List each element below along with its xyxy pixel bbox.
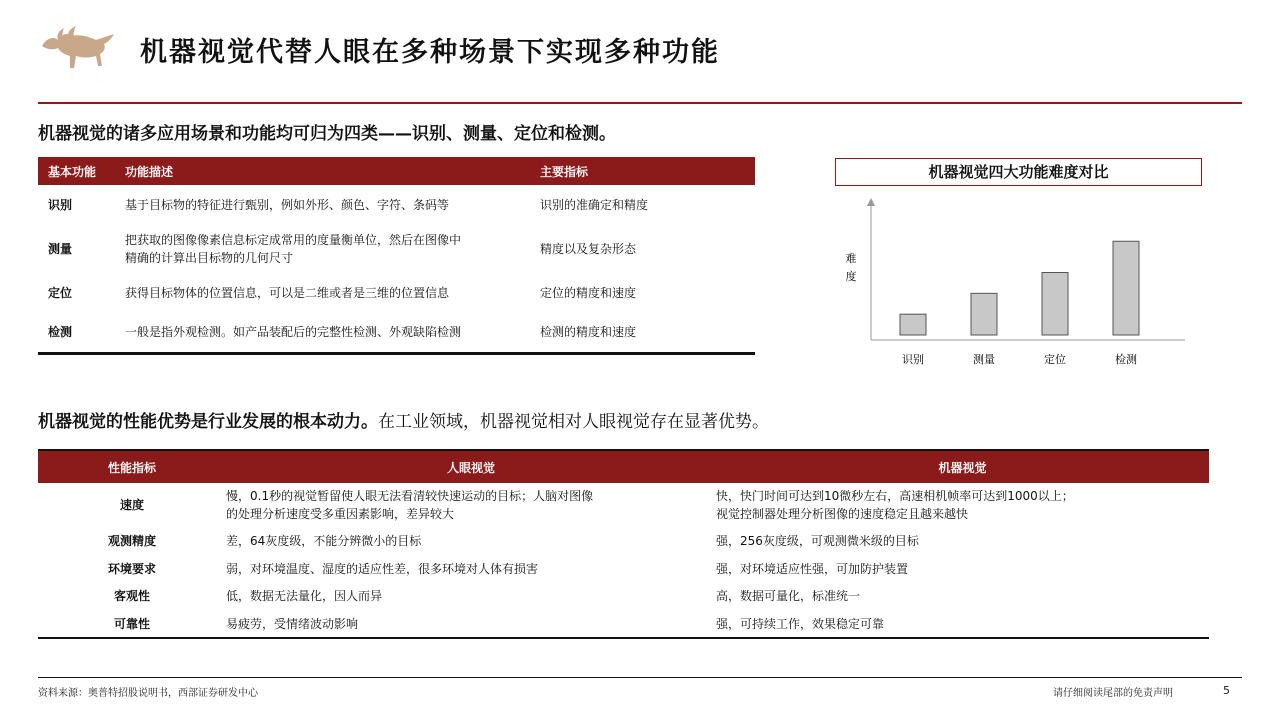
perf-metric: 观测精度 — [107, 534, 156, 548]
table-row — [38, 555, 1209, 582]
table-row — [38, 273, 755, 313]
human-vision-cell: 易疲劳，受情绪波动影响 — [226, 616, 359, 631]
chart-bar-1 — [900, 314, 926, 335]
perf-metric: 客观性 — [113, 589, 150, 603]
chart-x-tick-label: 识别 — [902, 353, 924, 366]
machine-vision-cell: 强，可持续工作，效果稳定可靠 — [716, 616, 885, 631]
table-row — [38, 313, 755, 353]
function-metric: 检测的精度和速度 — [540, 325, 637, 340]
perf-metric: 可靠性 — [113, 616, 150, 631]
function-table — [38, 157, 755, 355]
perf-metric: 速度 — [119, 498, 144, 512]
section1-heading: 机器视觉的诸多应用场景和功能均可归为四类——识别、测量、定位和检测。 — [38, 124, 616, 144]
chart-bar-2 — [971, 293, 997, 335]
machine-vision-cell: 快，快门时间可达到10微秒左右，高速相机帧率可达到1000以上； 视觉控制器处理分析图像的速度稳定且越来越快 — [716, 489, 1074, 521]
function-desc: 把获取的图像像素信息标定成常用的度量衡单位，然后在图像中 精确的计算出目标物的几何尺寸 — [125, 233, 462, 265]
machine-vision-cell: 强，256灰度级，可观测微米级的目标 — [716, 534, 919, 548]
title-divider — [38, 102, 1242, 104]
table-row — [38, 610, 1209, 638]
performance-table-header — [38, 450, 1209, 483]
function-name: 定位 — [48, 286, 73, 300]
chart-x-tick-label: 测量 — [973, 353, 995, 366]
table-row — [38, 225, 755, 273]
function-table-header — [38, 157, 755, 185]
machine-vision-cell: 高，数据可量化，标准统一 — [716, 589, 861, 603]
footer-divider — [38, 677, 1242, 678]
function-desc: 获得目标物体的位置信息，可以是二维或者是三维的位置信息 — [125, 286, 450, 300]
section2-heading-bold: 机器视觉的性能优势是行业发展的根本动力。 — [38, 412, 378, 432]
perf-metric: 环境要求 — [107, 561, 156, 576]
chart-ylabel-char: 难 — [845, 252, 857, 265]
header-perf-metric: 性能指标 — [38, 450, 226, 483]
chart-x-tick-label: 检测 — [1115, 353, 1137, 366]
chart-ylabel-char: 度 — [845, 270, 857, 283]
chart-bar-3 — [1042, 273, 1068, 336]
table-row — [38, 582, 1209, 610]
header-machine-vision: 机器视觉 — [716, 450, 1209, 483]
performance-table — [38, 449, 1209, 639]
header-basic-function: 基本功能 — [38, 157, 115, 185]
function-name: 检测 — [48, 325, 73, 340]
machine-vision-cell: 强，对环境适应性强，可加防护装置 — [716, 561, 909, 576]
human-vision-cell: 弱，对环境温度、湿度的适应性差，很多环境对人体有损害 — [226, 561, 539, 576]
header-function-desc: 功能描述 — [115, 157, 530, 185]
human-vision-cell: 慢，0.1秒的视觉暂留使人眼无法看清较快速运动的目标；人脑对图像 的处理分析速度受多重因素影响，差异较大 — [226, 489, 594, 521]
function-desc: 一般是指外观检测。如产品装配后的完整性检测、外观缺陷检测 — [125, 325, 462, 340]
difficulty-bar-chart — [835, 190, 1202, 370]
header-main-metric: 主要指标 — [530, 157, 755, 185]
function-desc: 基于目标物的特征进行甄别，例如外形、颜色、字符、条码等 — [125, 198, 450, 212]
function-metric: 定位的精度和速度 — [540, 286, 637, 300]
table-row — [38, 483, 1209, 527]
human-vision-cell: 差，64灰度级，不能分辨微小的目标 — [226, 534, 422, 548]
table-row — [38, 527, 1209, 555]
page-title: 机器视觉代替人眼在多种场景下实现多种功能 — [140, 37, 720, 68]
footer-disclaimer[interactable]: 请仔细阅读尾部的免责声明 — [1053, 688, 1173, 699]
page-number: 5 — [1223, 684, 1230, 697]
header-human-vision: 人眼视觉 — [226, 450, 716, 483]
table-row — [38, 185, 755, 225]
chart-title: 机器视觉四大功能难度对比 — [835, 158, 1202, 186]
bull-logo-icon — [38, 26, 118, 74]
section2-heading-normal: 在工业领域，机器视觉相对人眼视觉存在显著优势。 — [378, 412, 769, 432]
human-vision-cell: 低，数据无法量化，因人而异 — [226, 589, 383, 603]
section2-heading — [38, 407, 769, 432]
function-metric: 识别的准确定和精度 — [540, 198, 649, 212]
function-name: 测量 — [48, 242, 73, 256]
chart-bar-4 — [1113, 241, 1139, 335]
chart-x-tick-label: 定位 — [1044, 353, 1066, 366]
chart-y-axis-arrow — [867, 198, 875, 206]
function-metric: 精度以及复杂形态 — [540, 242, 637, 256]
footer-source: 资料来源：奥普特招股说明书，西部证券研发中心 — [38, 688, 258, 699]
function-name: 识别 — [48, 198, 73, 212]
